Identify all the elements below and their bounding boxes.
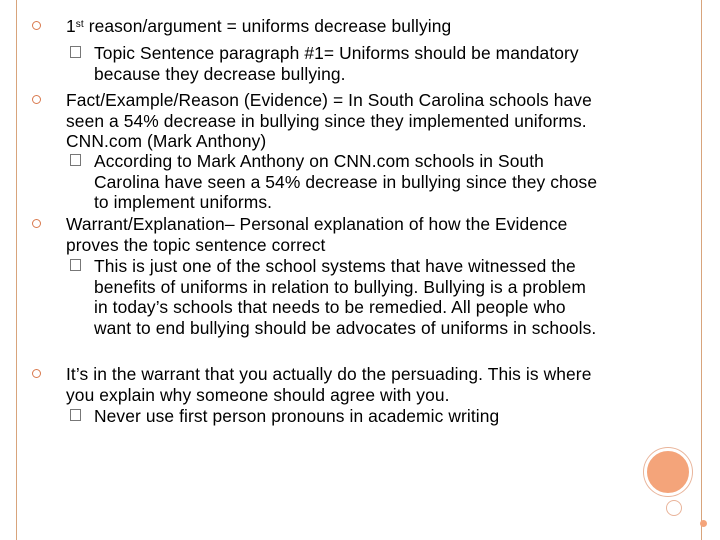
bullet-3-line-1: Warrant/Explanation– Personal explanation of how the Evidence — [66, 214, 568, 234]
bullet-3-sub-line-3: in today’s schools that needs to be remedied. All people who — [94, 297, 566, 317]
bullet-3-sub-line-1: This is just one of the school systems that have witnessed the — [94, 256, 576, 276]
box-bullet-icon — [70, 409, 81, 421]
bullet-2-sub-line-1: According to Mark Anthony on CNN.com schools in South — [94, 151, 544, 171]
bullet-4-line-2: you explain why someone should agree with you. — [66, 384, 450, 405]
bullet-3-line-2: proves the topic sentence correct — [66, 234, 326, 255]
circle-bullet-icon — [32, 369, 41, 378]
bullet-1-sub — [94, 43, 678, 84]
bullet-2-sub — [94, 151, 678, 213]
bullet-1 — [66, 16, 686, 37]
bullet-3-sub — [94, 256, 678, 338]
bullet-1-superscript: st — [75, 19, 84, 30]
circle-bullet-icon — [32, 219, 41, 228]
bullet-4 — [66, 364, 686, 405]
bullet-4-line-1: It’s in the warrant that you actually do the persuading. This is where — [66, 364, 592, 384]
box-bullet-icon — [70, 259, 81, 271]
decorative-circle-large — [644, 448, 692, 496]
bullet-2-sub-line-3: to implement uniforms. — [94, 192, 273, 212]
box-bullet-icon — [70, 154, 81, 166]
bullet-1-sub-line-1: Topic Sentence paragraph #1= Uniforms should be mandatory — [94, 43, 579, 63]
bullet-1-sub-line-2: because they decrease bullying. — [94, 63, 346, 84]
bullet-1-text: reason/argument = uniforms decrease bullying — [83, 16, 452, 36]
circle-bullet-icon — [32, 95, 41, 104]
bullet-3 — [66, 214, 686, 255]
box-bullet-icon — [70, 46, 81, 58]
bullet-3-sub-line-2: benefits of uniforms in relation to bullying. Bullying is a problem — [94, 276, 586, 297]
bullet-2-line-3: CNN.com (Mark Anthony) — [66, 131, 267, 151]
bullet-2-line-1: Fact/Example/Reason (Evidence) = In South Carolina schools have — [66, 90, 592, 110]
bullet-2-sub-line-2: Carolina have seen a 54% decrease in bullying since they chose — [94, 171, 598, 192]
decorative-circle-small — [666, 500, 682, 516]
bullet-4-sub-line-1: Never use first person pronouns in academic writing — [94, 406, 500, 426]
bullet-2 — [66, 90, 686, 152]
circle-bullet-icon — [32, 21, 41, 30]
bullet-4-sub — [94, 406, 678, 427]
decorative-circle-tiny — [700, 520, 707, 527]
bullet-1-prefix: 1 — [66, 16, 76, 36]
bullet-3-sub-line-4: want to end bullying should be advocates of uniforms in schools. — [94, 317, 597, 338]
bullet-2-line-2: seen a 54% decrease in bullying since they implemented uniforms. — [66, 110, 587, 131]
